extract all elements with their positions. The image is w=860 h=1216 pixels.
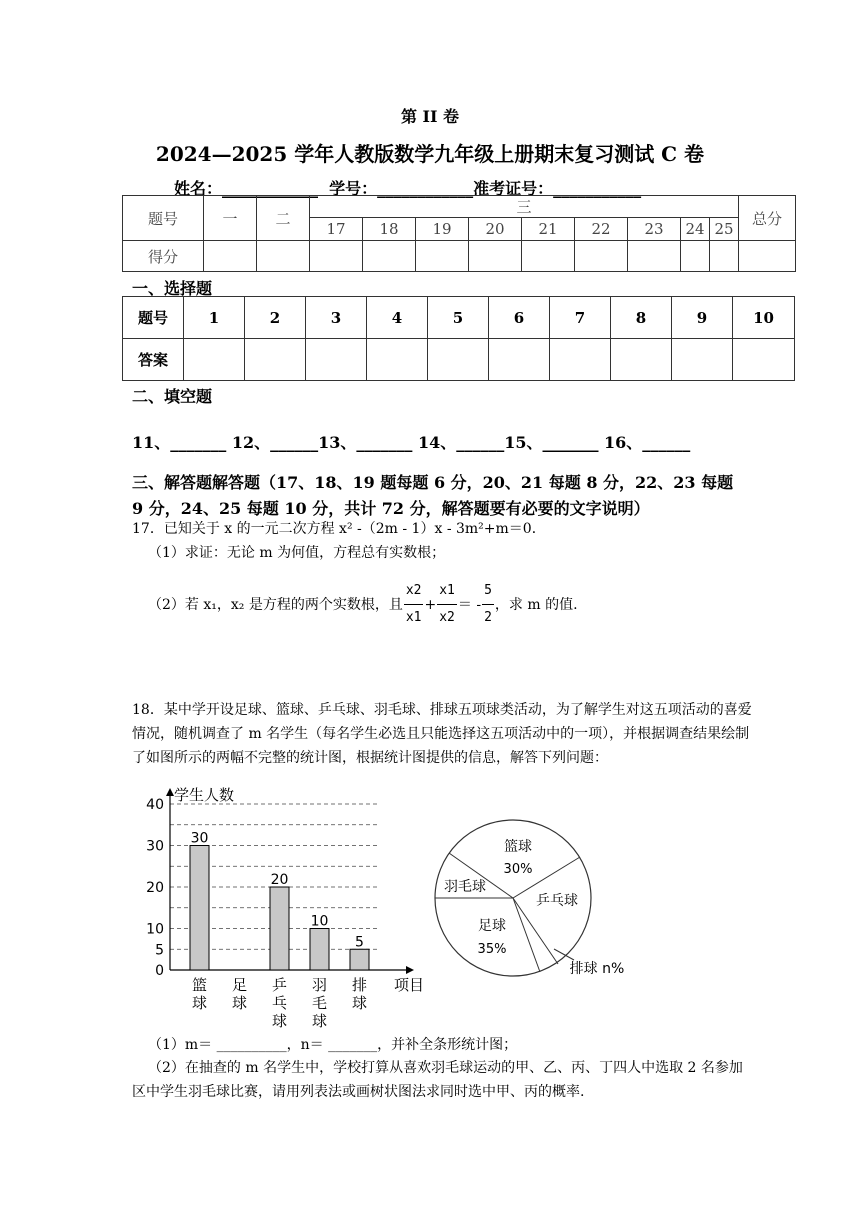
- score-subcol: 18: [363, 218, 416, 241]
- score-cell[interactable]: [257, 241, 310, 272]
- frac-numerator: x2: [404, 578, 424, 605]
- q17-frac-1: [404, 578, 424, 631]
- score-subcol: 19: [416, 218, 469, 241]
- category-label: 乒: [271, 976, 288, 994]
- question-number: 7: [550, 297, 611, 339]
- score-cell[interactable]: [204, 241, 257, 272]
- answer-cell[interactable]: [611, 339, 672, 381]
- bar-value-label: 20: [270, 872, 289, 888]
- pie-label-badminton: 羽毛球: [444, 879, 486, 895]
- y-tick-label: 30: [146, 838, 164, 855]
- bar: [310, 929, 329, 971]
- category-label: 球: [231, 994, 248, 1012]
- frac-numerator: 5: [482, 578, 494, 605]
- score-subcol: 24: [681, 218, 710, 241]
- answer-cell[interactable]: [306, 339, 367, 381]
- q18-stem: 18．某中学开设足球、篮球、乒乓球、羽毛球、排球五项球类活动，为了解学生对这五项活动的喜爱情况，随机调查了 m 名学生（每名学生必选且只能选择这五项活动中的一项），并根据调查结果绘制了如图所示的两幅不完整的统计图，根据统计图提供的信息，解答下列问题：: [132, 702, 752, 766]
- bar: [270, 887, 289, 970]
- score-total-label: 总分: [739, 196, 796, 241]
- bar-chart: [140, 780, 440, 1040]
- question-number: 3: [306, 297, 367, 339]
- part-label: 第 II 卷: [400, 107, 460, 126]
- score-cell[interactable]: [739, 241, 796, 272]
- bar: [190, 846, 209, 971]
- bar-value-label: 5: [355, 934, 364, 951]
- section3-heading: 三、解答题解答题（17、18、19 题每题 6 分，20、21 每题 8 分，22、23 每题 9 分，24、25 每题 10 分，共计 72 分，解答题要有必要的文字说明）: [132, 473, 734, 518]
- score-header-label: 题号: [123, 196, 204, 241]
- score-subcol: 25: [710, 218, 739, 241]
- score-col-2: 二: [257, 196, 310, 241]
- score-cell[interactable]: [628, 241, 681, 272]
- score-subcol: 23: [628, 218, 681, 241]
- answer-cell[interactable]: [367, 339, 428, 381]
- score-subcol: 17: [310, 218, 363, 241]
- question-number: 5: [428, 297, 489, 339]
- score-cell[interactable]: [575, 241, 628, 272]
- q17-frac-2: [437, 578, 457, 631]
- category-label: 球: [271, 1012, 288, 1030]
- answer-cell[interactable]: [550, 339, 611, 381]
- exam-title: 2024—2025 学年人教版数学九年级上册期末复习测试 C 卷: [155, 142, 705, 166]
- pie-pct-basketball: 30%: [503, 862, 533, 877]
- score-cell[interactable]: [681, 241, 710, 272]
- q17-part1: （1）求证：无论 m 为何值，方程总有实数根；: [148, 545, 446, 561]
- question-number: 1: [184, 297, 245, 339]
- answer-cell[interactable]: [184, 339, 245, 381]
- bar-value-label: 30: [190, 830, 209, 847]
- question-number: 8: [611, 297, 672, 339]
- q17-equals: ＝ -: [457, 596, 482, 613]
- category-label: 篮: [191, 976, 208, 994]
- q17-part2: [148, 578, 578, 631]
- frac-denominator: 2: [484, 610, 492, 625]
- q17-part2-prefix: （2）若 x₁，x₂ 是方程的两个实数根，且: [148, 596, 403, 613]
- score-subcol: 20: [469, 218, 522, 241]
- category-label: 排: [351, 976, 368, 994]
- frac-numerator: x1: [437, 578, 457, 605]
- q17-frac-3: [482, 578, 494, 631]
- answer-cell[interactable]: [733, 339, 795, 381]
- y-tick-label: 20: [146, 880, 164, 896]
- y-axis-label: 学生人数: [174, 786, 235, 804]
- pie-divider: [513, 898, 540, 972]
- score-subcol: 22: [575, 218, 628, 241]
- question-number: 9: [672, 297, 733, 339]
- score-cell[interactable]: [416, 241, 469, 272]
- answer-table: [122, 296, 795, 381]
- x-axis-label: 项目: [394, 976, 425, 994]
- y-axis-arrow: [166, 788, 174, 796]
- score-col-1: 一: [204, 196, 257, 241]
- category-label: 足: [231, 976, 248, 994]
- q17-stem: 17．已知关于 x 的一元二次方程 x² -（2m - 1）x - 3m²+m＝0．: [132, 521, 546, 537]
- score-subcol: 21: [522, 218, 575, 241]
- question-number: 2: [245, 297, 306, 339]
- score-cell[interactable]: [363, 241, 416, 272]
- score-cell[interactable]: [710, 241, 739, 272]
- question-number: 10: [733, 297, 795, 339]
- answer-cell[interactable]: [672, 339, 733, 381]
- frac-denominator: x2: [439, 610, 455, 625]
- frac-denominator: x1: [405, 610, 422, 625]
- answer-cell[interactable]: [428, 339, 489, 381]
- pie-label-basketball: 篮球: [504, 839, 532, 855]
- y-tick-label: 0: [155, 963, 164, 979]
- x-axis-arrow: [406, 966, 414, 974]
- category-label: 羽: [311, 976, 328, 994]
- y-tick-label: 10: [146, 921, 164, 938]
- question-number: 6: [489, 297, 550, 339]
- y-tick-label: 40: [146, 797, 164, 813]
- student-info-line: 姓名：____________ 学号：____________准考证号：___________: [174, 179, 642, 198]
- answer-row-label: 题号: [123, 297, 184, 339]
- pie-label-pingpong: 乒乓球: [536, 893, 578, 909]
- pie-pct-football: 35%: [477, 942, 507, 957]
- score-cell[interactable]: [310, 241, 363, 272]
- score-col-3: 三: [310, 196, 739, 218]
- pie-chart: [430, 808, 630, 988]
- score-cell[interactable]: [469, 241, 522, 272]
- category-label: 乓: [271, 994, 288, 1012]
- q18-part2: （2）在抽查的 m 名学生中，学校打算从喜欢羽毛球运动的甲、乙、丙、丁四人中选取 2 名参加区中学生羽毛球比赛，请用列表法或画树状图法求同时选中甲、丙的概率.: [132, 1060, 743, 1100]
- bar: [350, 949, 369, 970]
- answer-cell[interactable]: [489, 339, 550, 381]
- question-number: 4: [367, 297, 428, 339]
- pie-label-football: 足球: [478, 918, 506, 934]
- answer-label: 答案: [123, 339, 184, 381]
- score-cell[interactable]: [522, 241, 575, 272]
- score-table: [122, 195, 796, 272]
- category-label: 球: [351, 994, 368, 1012]
- score-row-label: 得分: [123, 241, 204, 272]
- pie-annotation-volleyball: 排球 n%: [569, 961, 625, 977]
- q18-part1: （1）m＝ __________，n＝ _______，并补全条形统计图；: [148, 1037, 518, 1053]
- answer-cell[interactable]: [245, 339, 306, 381]
- fill-blanks: 11、_______ 12、______13、_______ 14、______15、_______ 16、______: [132, 433, 691, 452]
- section1-heading: 一、选择题: [132, 279, 213, 298]
- category-label: 球: [191, 994, 208, 1012]
- bar-value-label: 10: [310, 913, 329, 930]
- section2-heading: 二、填空题: [132, 387, 213, 406]
- q17-part2-suffix: ，求 m 的值.: [494, 596, 578, 613]
- q17-plus: +: [424, 596, 437, 613]
- category-label: 毛: [311, 994, 328, 1012]
- y-tick-label: 5: [155, 942, 164, 959]
- category-label: 球: [311, 1012, 328, 1030]
